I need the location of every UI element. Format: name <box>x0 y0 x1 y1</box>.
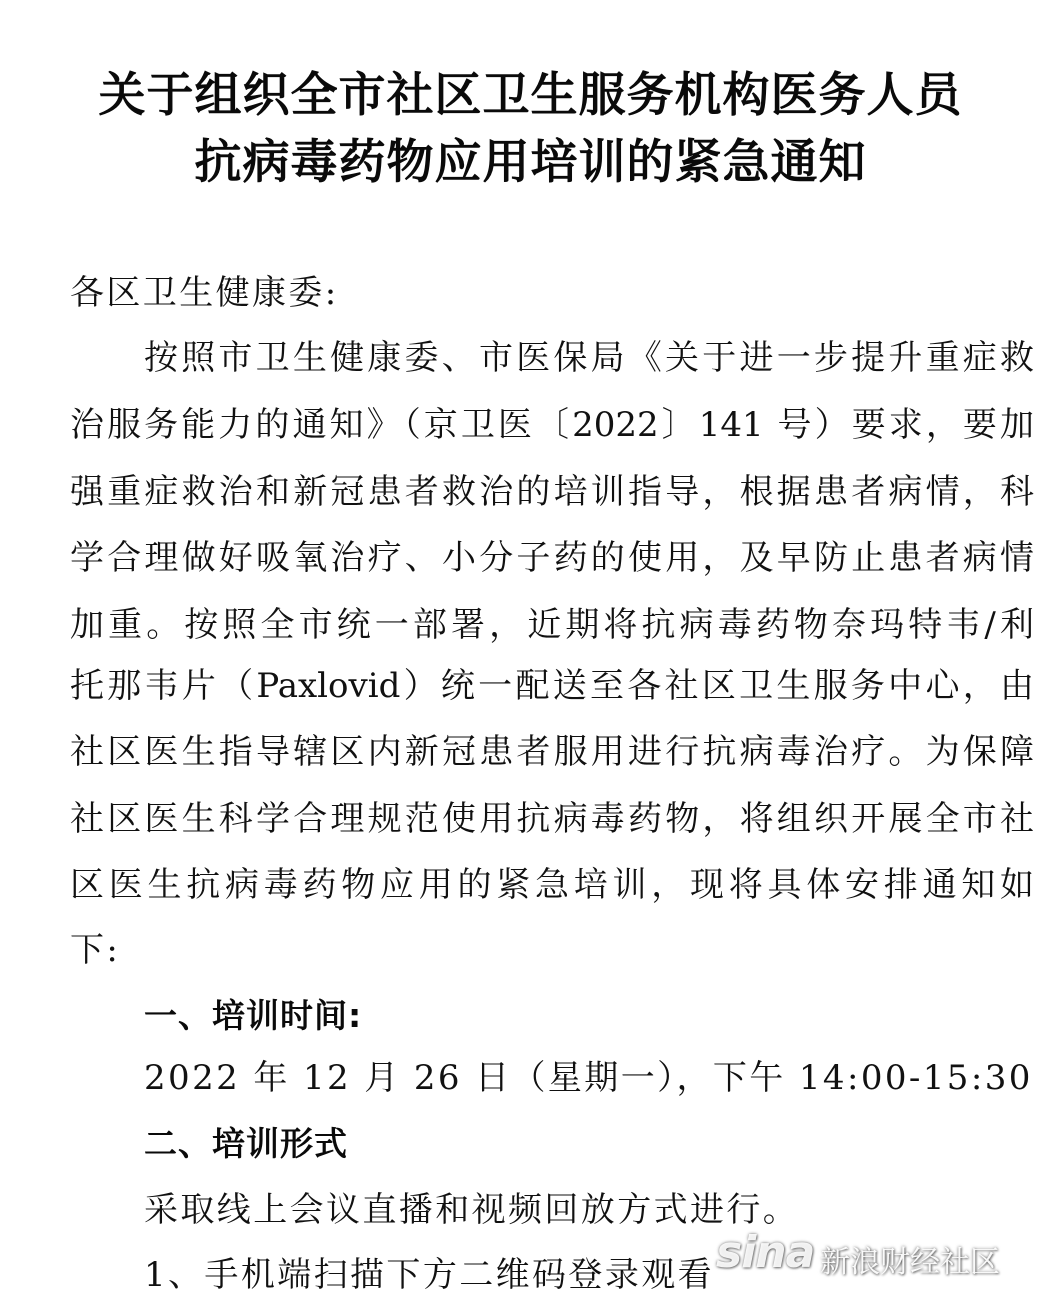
salutation: 各区卫生健康委: <box>70 273 339 313</box>
body-line: 托那韦片（Paxlovid）统一配送至各社区卫生服务中心，由 <box>70 666 1034 706</box>
body-line: 社区医生科学合理规范使用抗病毒药物，将组织开展全市社 <box>70 799 1034 839</box>
watermark-text: 新浪财经社区 <box>820 1245 1000 1280</box>
body-line: 按照市卫生健康委、市医保局《关于进一步提升重症救 <box>144 338 1034 378</box>
section-2-heading: 二、培训形式 <box>144 1124 348 1163</box>
section-1-heading: 一、培训时间: <box>144 996 363 1035</box>
section-2-text: 采取线上会议直播和视频回放方式进行。 <box>144 1190 800 1230</box>
body-line: 强重症救治和新冠患者救治的培训指导，根据患者病情，科 <box>70 472 1034 512</box>
body-line: 学合理做好吸氧治疗、小分子药的使用，及早防止患者病情 <box>70 538 1034 578</box>
section-2-item-1: 1、手机端扫描下方二维码登录观看 <box>144 1255 715 1295</box>
body-line: 区医生抗病毒药物应用的紧急培训，现将具体安排通知如 <box>70 865 1034 905</box>
section-1-text: 2022 年 12 月 26 日（星期一），下午 14:00-15:30 <box>144 1058 1033 1098</box>
document-title-line-2: 抗病毒药物应用培训的紧急通知 <box>194 135 867 190</box>
document-title-line-1: 关于组织全市社区卫生服务机构医务人员 <box>98 68 963 123</box>
body-line: 下: <box>70 930 121 970</box>
body-line: 加重。按照全市统一部署，近期将抗病毒药物奈玛特韦/利 <box>70 605 1034 645</box>
body-line: 社区医生指导辖区内新冠患者服用进行抗病毒治疗。为保障 <box>70 732 1034 772</box>
sina-logo-icon: sina <box>716 1227 815 1278</box>
body-line: 治服务能力的通知》（京卫医〔2022〕141 号）要求，要加 <box>70 405 1034 445</box>
